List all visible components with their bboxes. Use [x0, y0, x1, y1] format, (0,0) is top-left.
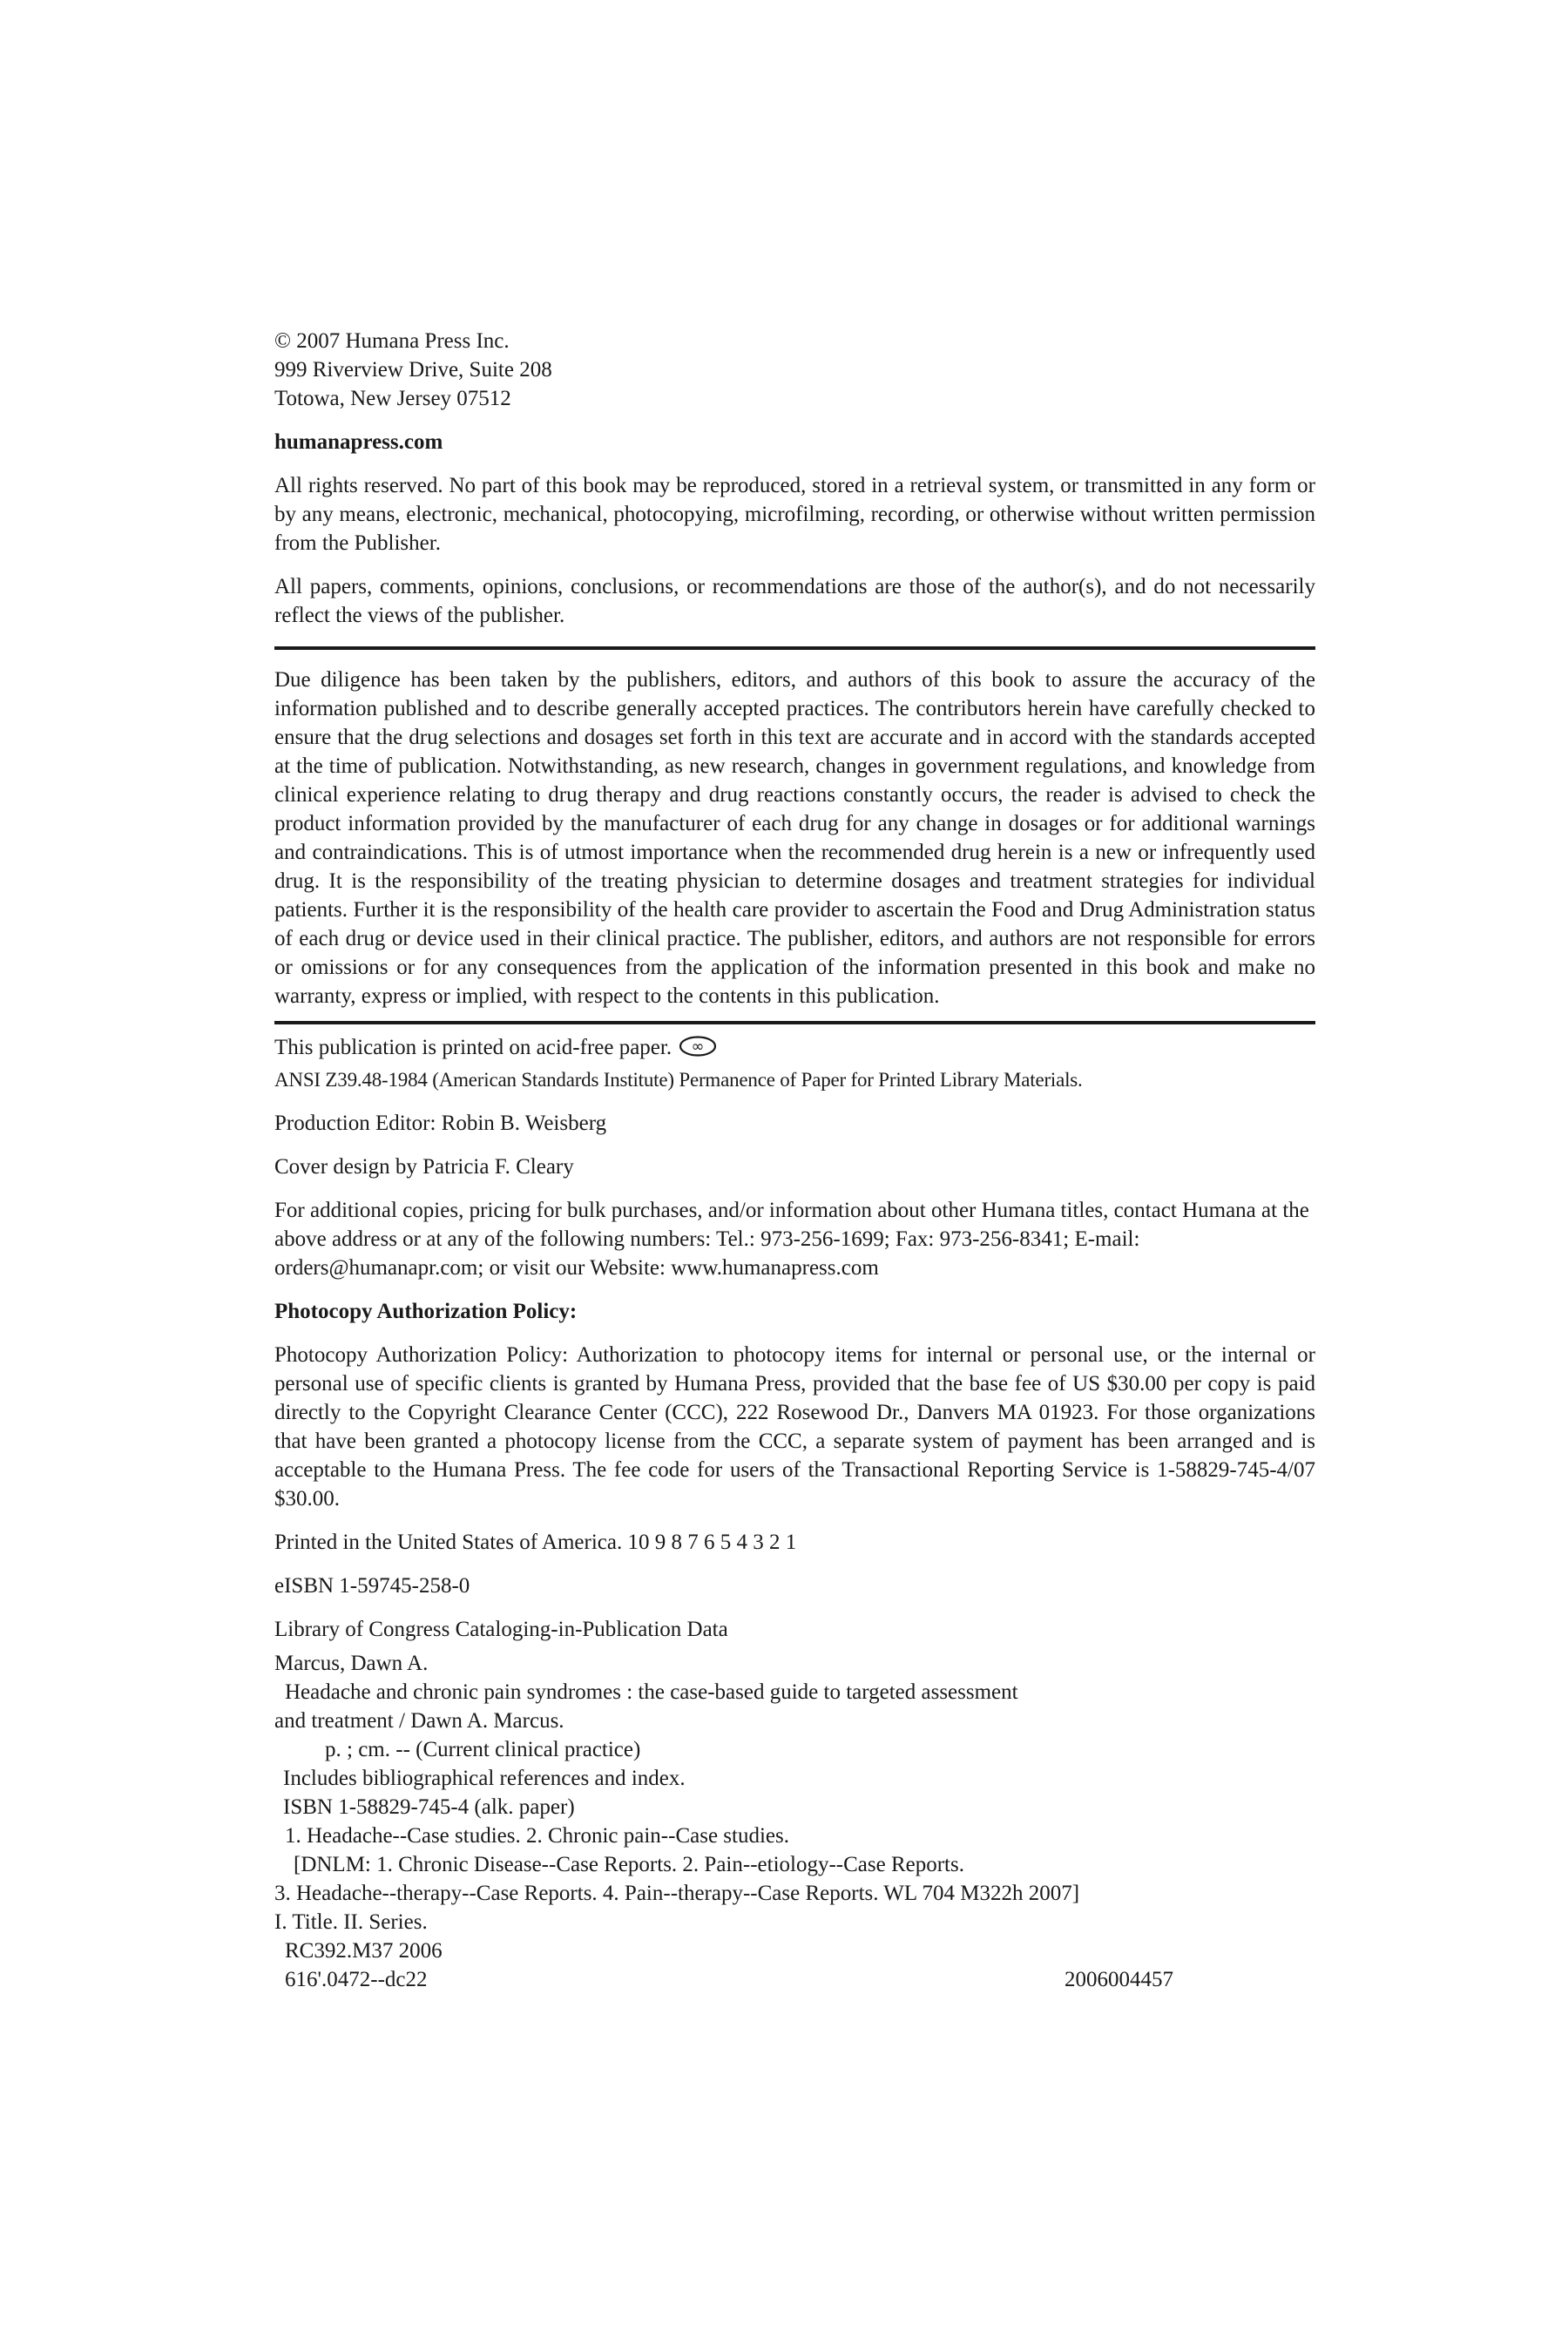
cip-subjects: 1. Headache--Case studies. 2. Chronic pain--Case studies. — [285, 1824, 790, 1848]
cip-dewey: 616'.0472--dc22 — [285, 1968, 428, 1991]
opinions-statement: All papers, comments, opinions, conclusions, or recommendations are those of the author(s), and do not necessarily reflect the views of the publisher. — [274, 575, 1315, 627]
copyright-page — [274, 327, 1315, 1994]
publisher-website: humanapress.com — [274, 430, 443, 454]
cip-lccn: 2006004457 — [1064, 1968, 1173, 1991]
photocopy-heading: Photocopy Authorization Policy: — [274, 1300, 578, 1323]
cip-physical: p. ; cm. -- (Current clinical practice) — [325, 1738, 641, 1761]
divider-bottom — [274, 1021, 1315, 1024]
cip-title-line-1: Headache and chronic pain syndromes : the case-based guide to targeted assessment — [285, 1680, 1018, 1704]
publisher-address — [274, 327, 1315, 413]
svg-text:∞: ∞ — [691, 1037, 705, 1056]
production-editor: Production Editor: Robin B. Weisberg — [274, 1112, 607, 1135]
cip-title-line-2: and treatment / Dawn A. Marcus. — [274, 1709, 564, 1733]
acid-free-text: This publication is printed on acid-free paper. — [274, 1036, 672, 1059]
address-line-2: Totowa, New Jersey 07512 — [274, 387, 511, 410]
infinity-paper-icon — [679, 1035, 717, 1065]
eisbn-line: eISBN 1-59745-258-0 — [274, 1574, 470, 1598]
copyright-line: © 2007 Humana Press Inc. — [274, 329, 510, 353]
due-diligence-statement: Due diligence has been taken by the publishers, editors, and authors of this book to assure the accuracy of the information published and to describe generally accepted practices. The contributors herein have carefully checked to ensure that the drug selections and dosages set forth in this text are accurate and in accord with the standards accepted at the time of publication. Notwithstanding, as new research, changes in government regulations, and knowledge from clinical experience relating to drug therapy and drug reactions constantly occurs, the reader is advised to check the product information provided by the manufacturer of each drug for any change in dosages or for additional warnings and contraindications. This is of utmost importance when the recommended drug herein is a new or infrequently used drug. It is the responsibility of the treating physician to determine dosages and treatment strategies for individual patients. Further it is the responsibility of the health care provider to ascertain the Food and Drug Administration status of each drug or device used in their clinical practice. The publisher, editors, and authors are not responsible for errors or omissions or for any consequences from the application of the information presented in this book and make no warranty, express or implied, with respect to the contents in this publication. — [274, 668, 1315, 1008]
cip-dnlm-1: [DNLM: 1. Chronic Disease--Case Reports. 2. Pain--etiology--Case Reports. — [294, 1853, 964, 1876]
address-line-1: 999 Riverview Drive, Suite 208 — [274, 358, 552, 382]
photocopy-policy: Photocopy Authorization Policy: Authorization to photocopy items for internal or personal use, or the internal or personal use of specific clients is granted by Humana Press, provided that the base fee of US $30.00 per copy is paid directly to the Copyright Clearance Center (CCC), 222 Rosewood Dr., Danvers MA 01923. For those organizations that have been granted a photocopy license from the CCC, a separate system of payment has been arranged and is acceptable to the Humana Press. The fee code for users of the Transactional Reporting Service is 1-58829-745-4/07 $30.00. — [274, 1343, 1315, 1511]
cip-author: Marcus, Dawn A. — [274, 1652, 429, 1675]
printed-line: Printed in the United States of America. 10 9 8 7 6 5 4 3 2 1 — [274, 1531, 797, 1554]
cip-dnlm-2: 3. Headache--therapy--Case Reports. 4. Pain--therapy--Case Reports. WL 704 M322h 2007] — [274, 1882, 1080, 1905]
cip-lc-call-number: RC392.M37 2006 — [285, 1939, 443, 1963]
ansi-standard: ANSI Z39.48-1984 (American Standards Institute) Permanence of Paper for Printed Library Materials. — [274, 1069, 1083, 1091]
cip-added-entries: I. Title. II. Series. — [274, 1910, 428, 1934]
acid-free-line — [274, 1033, 1315, 1065]
rights-statement: All rights reserved. No part of this book may be reproduced, stored in a retrieval system, or transmitted in any form or by any means, electronic, mechanical, photocopying, microfilming, recording, or otherwise without written permission from the Publisher. — [274, 474, 1315, 555]
cover-design: Cover design by Patricia F. Cleary — [274, 1155, 574, 1179]
cip-data — [274, 1615, 1315, 1994]
cip-isbn: ISBN 1-58829-745-4 (alk. paper) — [283, 1795, 575, 1819]
divider-top — [274, 646, 1315, 650]
cip-class-row — [274, 1965, 1173, 1994]
additional-copies: For additional copies, pricing for bulk purchases, and/or information about other Humana titles, contact Humana at the above address or at any of the following numbers: Tel.: 973-256-1699; Fax: 973-256-8341; E-mail: orders@humanapr.com; or visit our Website: www.humanapress.com — [274, 1199, 1309, 1280]
cip-notes: Includes bibliographical references and index. — [283, 1767, 686, 1790]
cip-heading: Library of Congress Cataloging-in-Publication Data — [274, 1618, 728, 1641]
